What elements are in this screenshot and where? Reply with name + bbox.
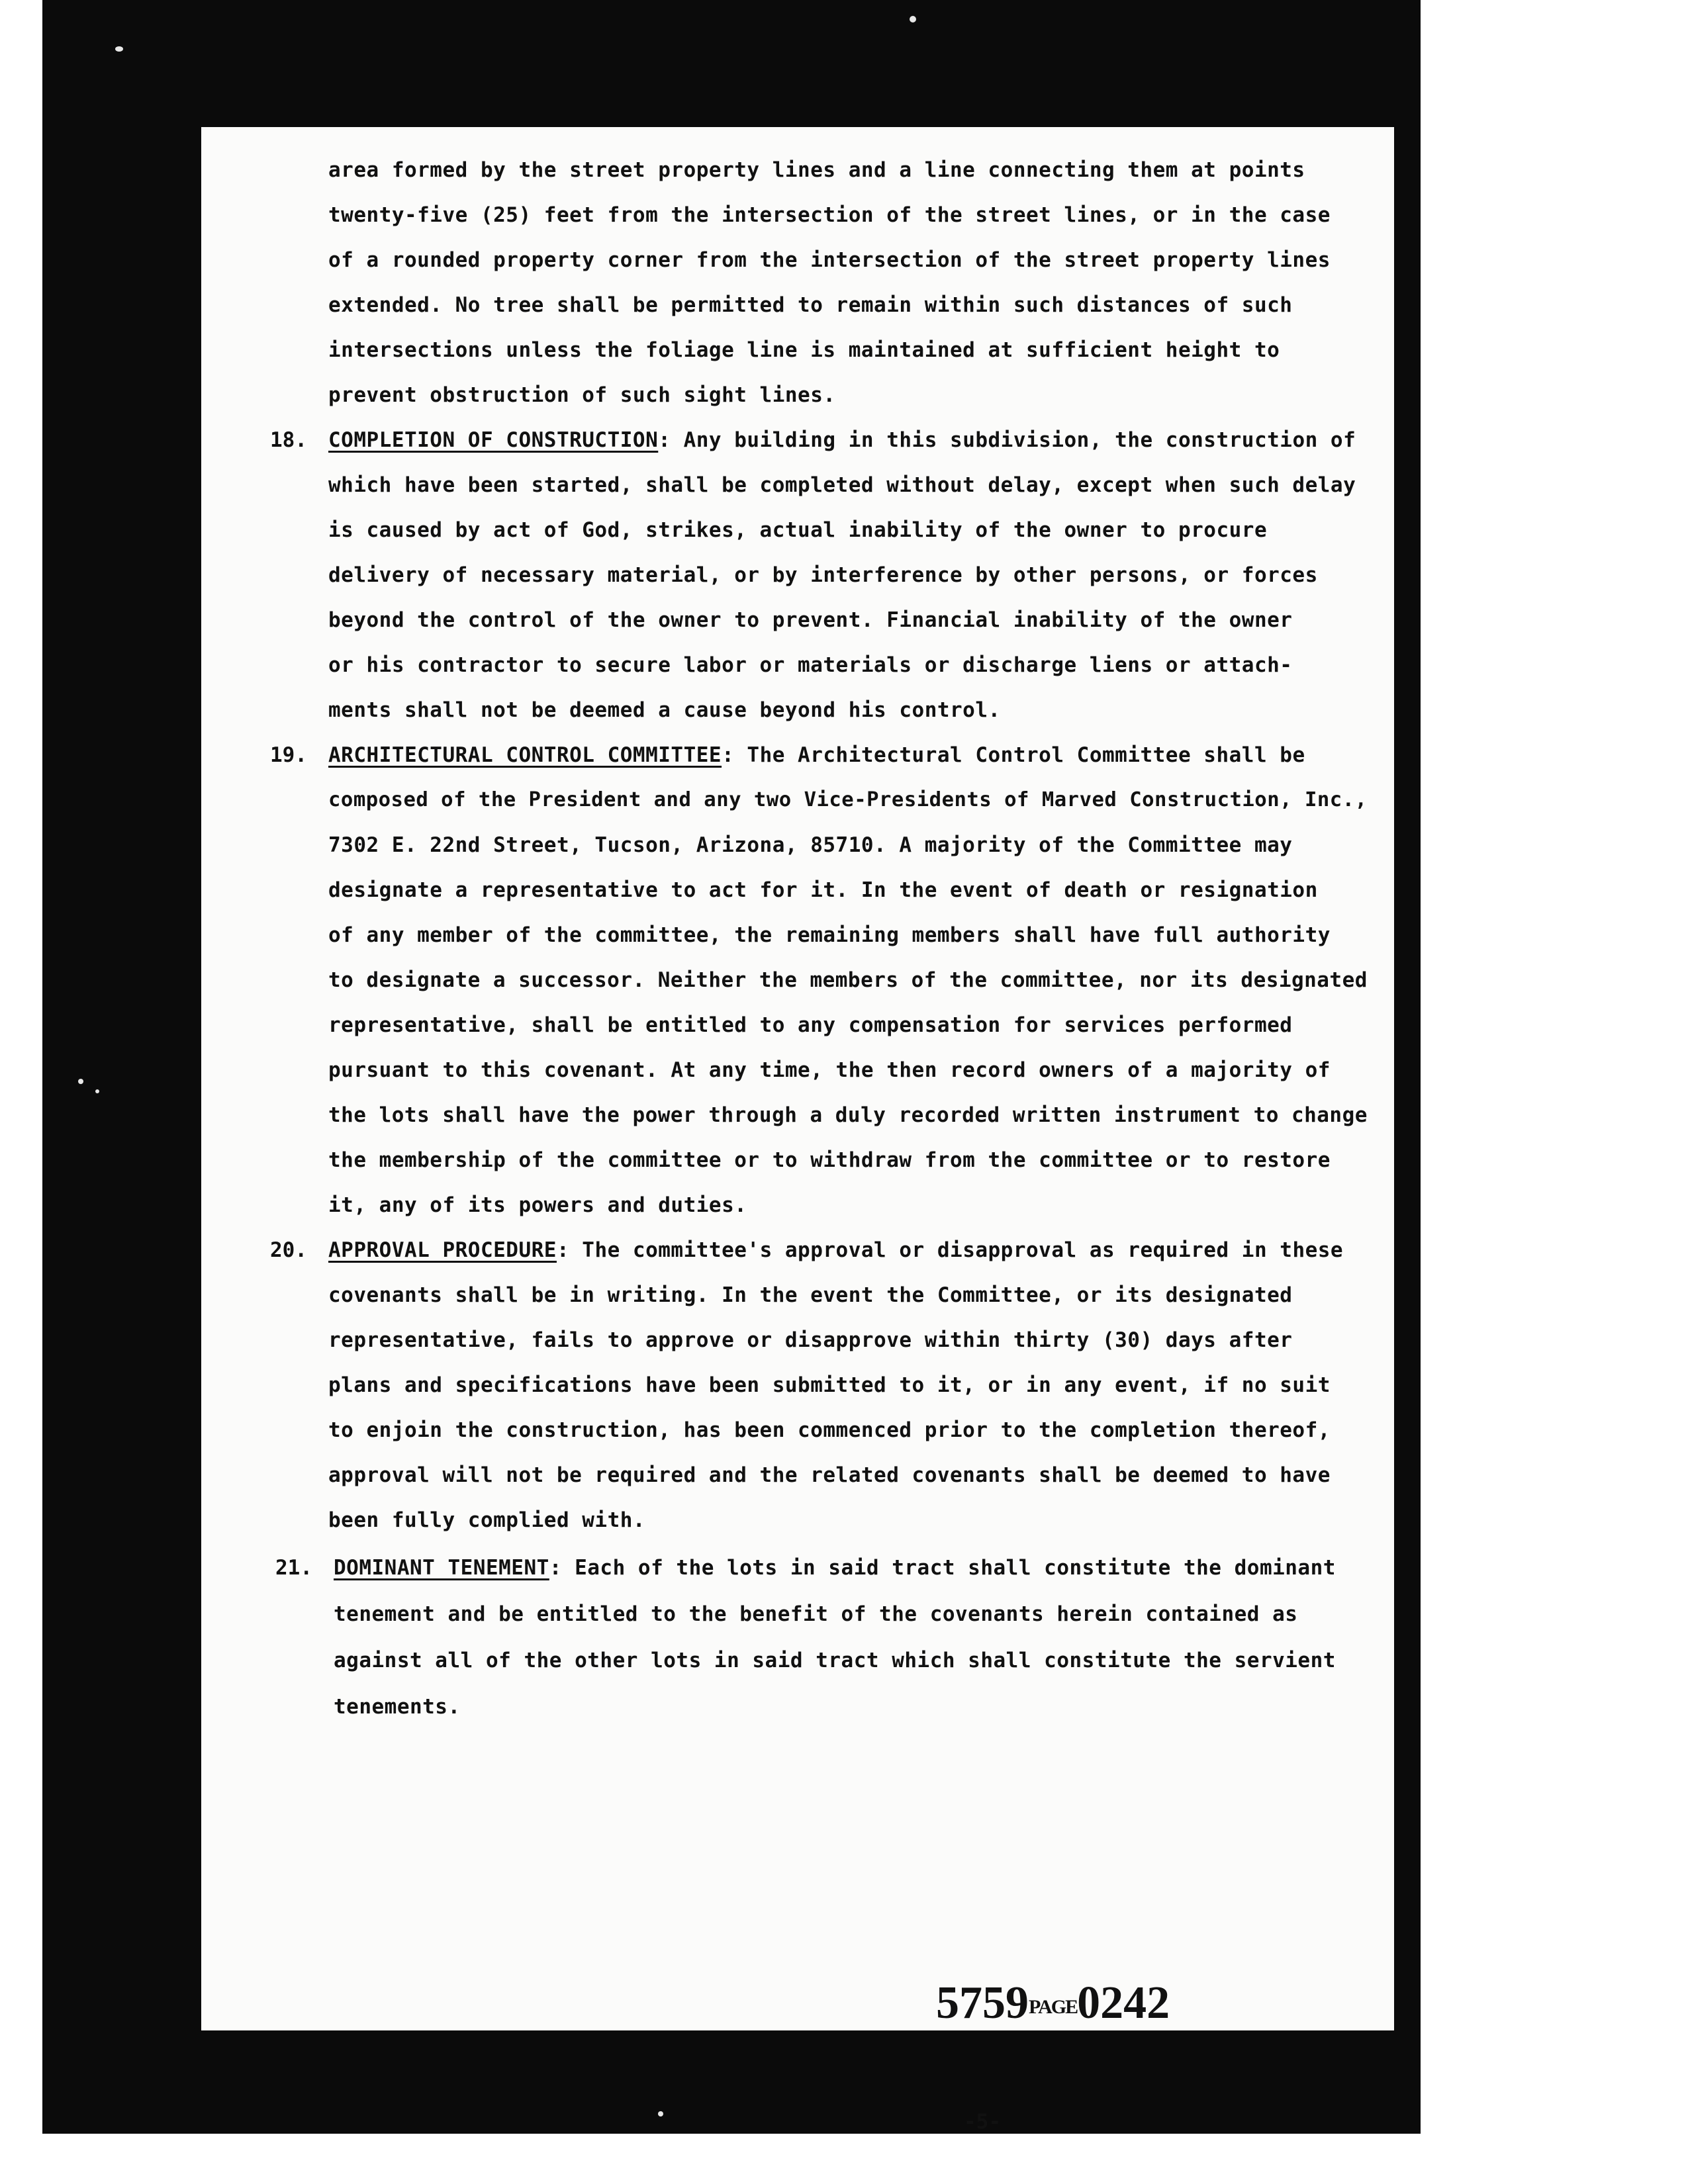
recording-stamp	[936, 1977, 1170, 2034]
section-first-line	[334, 1555, 1336, 1580]
text-line: representative, fails to approve or disapprove within thirty (30) days after	[328, 1328, 1293, 1352]
text-line: delivery of necessary material, or by interference by other persons, or forces	[328, 563, 1318, 587]
text-line: to enjoin the construction, has been commenced prior to the completion thereof,	[328, 1418, 1331, 1442]
section-heading: ARCHITECTURAL CONTROL COMMITTEE	[328, 743, 722, 767]
scan-speck	[95, 1089, 99, 1093]
text-line: twenty-five (25) feet from the intersection of the street lines, or in the case	[328, 203, 1331, 227]
scan-speck	[115, 46, 123, 52]
section-first-line-text: : The Architectural Control Committee shall be	[722, 743, 1305, 767]
section-heading: DOMINANT TENEMENT	[334, 1556, 549, 1580]
text-line: it, any of its powers and duties.	[328, 1193, 747, 1217]
stamp-page-number: 0242	[1077, 1978, 1170, 2028]
section-heading: APPROVAL PROCEDURE	[328, 1238, 557, 1262]
stamp-page-label: PAGE	[1029, 1995, 1078, 2018]
section-heading: COMPLETION OF CONSTRUCTION	[328, 428, 659, 452]
text-line: been fully complied with.	[328, 1508, 646, 1532]
text-line: 7302 E. 22nd Street, Tucson, Arizona, 85710. A majority of the Committee may	[328, 833, 1293, 857]
text-line: or his contractor to secure labor or materials or discharge liens or attach-	[328, 653, 1293, 677]
text-line: pursuant to this covenant. At any time, the then record owners of a majority of	[328, 1058, 1331, 1082]
text-line: beyond the control of the owner to prevent. Financial inability of the owner	[328, 608, 1293, 632]
section-first-line-text: : Any building in this subdivision, the construction of	[658, 428, 1356, 452]
text-line: intersections unless the foliage line is maintained at sufficient height to	[328, 338, 1280, 362]
text-line: plans and specifications have been submitted to it, or in any event, if no suit	[328, 1373, 1331, 1397]
text-line: of a rounded property corner from the intersection of the street property lines	[328, 248, 1331, 272]
text-line: is caused by act of God, strikes, actual inability of the owner to procure	[328, 518, 1268, 542]
section-first-line	[328, 1238, 1343, 1263]
text-line: which have been started, shall be completed without delay, except when such delay	[328, 473, 1356, 497]
text-line: tenement and be entitled to the benefit of the covenants herein contained as	[334, 1602, 1298, 1626]
section-number: 20.	[270, 1238, 307, 1262]
text-line: area formed by the street property lines and a line connecting them at points	[328, 158, 1305, 182]
text-line: of any member of the committee, the remaining members shall have full authority	[328, 923, 1331, 947]
scan-speck	[78, 1079, 83, 1084]
section-first-line	[328, 743, 1305, 768]
text-line: extended. No tree shall be permitted to remain within such distances of such	[328, 293, 1293, 317]
text-line: tenements.	[334, 1695, 461, 1719]
text-line: covenants shall be in writing. In the event the Committee, or its designated	[328, 1283, 1293, 1307]
text-line: prevent obstruction of such sight lines.	[328, 383, 836, 407]
scan-speck	[658, 2111, 663, 2116]
document-page	[201, 127, 1394, 2134]
text-line: the lots shall have the power through a duly recorded written instrument to change	[328, 1103, 1368, 1127]
section-first-line	[328, 428, 1356, 453]
section-number: 21.	[275, 1556, 312, 1580]
section-number: 19.	[270, 743, 307, 767]
text-line: ments shall not be deemed a cause beyond his control.	[328, 698, 1001, 722]
section-number: 18.	[270, 428, 307, 452]
text-line: the membership of the committee or to withdraw from the committee or to restore	[328, 1148, 1331, 1172]
text-line: representative, shall be entitled to any compensation for services performed	[328, 1013, 1293, 1037]
scan-speck	[910, 16, 916, 23]
text-line: approval will not be required and the related covenants shall be deemed to have	[328, 1463, 1331, 1487]
text-line: to designate a successor. Neither the members of the committee, nor its designated	[328, 968, 1368, 992]
text-line: against all of the other lots in said tract which shall constitute the servient	[334, 1649, 1336, 1672]
section-first-line-text: : The committee's approval or disapproval as required in these	[556, 1238, 1344, 1262]
text-line: composed of the President and any two Vice-Presidents of Marved Construction, Inc.,	[328, 788, 1368, 811]
text-line: designate a representative to act for it. In the event of death or resignation	[328, 878, 1318, 902]
stamp-book-number: 5759	[936, 1978, 1029, 2028]
page-number: -5-	[964, 2110, 1001, 2134]
section-first-line-text: : Each of the lots in said tract shall constitute the dominant	[549, 1556, 1336, 1580]
